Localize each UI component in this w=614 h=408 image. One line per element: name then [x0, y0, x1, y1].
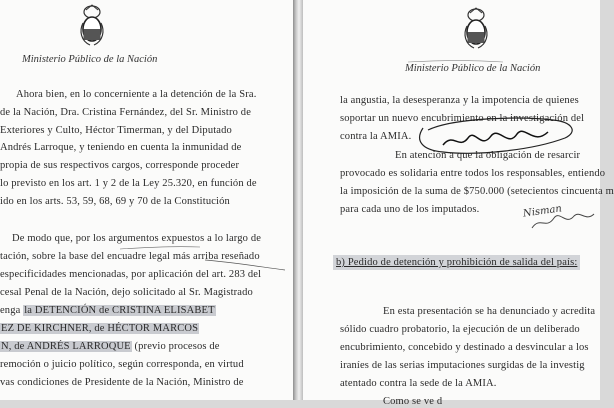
text-line: soportar un nuevo encubrimiento en la investigación del	[340, 113, 585, 124]
text-line: atentado contra la sede de la AMIA.	[340, 378, 497, 389]
text-fragment: (previo procesos de	[134, 341, 220, 352]
highlighted-text: la DETENCIÓN de CRISTINA ELISABET	[24, 305, 215, 316]
text-line: vas condiciones de Presidente de la Nación, Ministro de	[0, 377, 244, 388]
highlighted-text: EZ DE KIRCHNER, de HÉCTOR MARCOS	[1, 323, 199, 334]
text-line: En atención a que la obligación de resarcir	[395, 150, 581, 161]
text-line: cesal Penal de la Nación, dejo solicitado al Sr. Magistrado	[0, 287, 253, 298]
text-line: remoción o juicio político, según corresponda, en virtud	[0, 359, 244, 370]
text-line: sólido cuadro probatorio, la ejecución de un deliberado	[340, 324, 580, 335]
text-fragment: enga	[0, 305, 21, 316]
text-line: ido en los arts. 53, 59, 68, 69 y 70 de la Constitución	[0, 196, 230, 207]
ministry-header: Ministerio Público de la Nación	[22, 54, 158, 65]
text-line: Exteriores y Culto, Héctor Timerman, y del Diputado	[0, 125, 232, 136]
text-line: la angustia, la desesperanza y la impotencia de quienes	[340, 95, 579, 106]
text-line: de la Nación, Dra. Cristina Fernández, del Sr. Ministro de	[0, 107, 252, 118]
pen-marks	[0, 0, 293, 400]
margin-signature: Nisman	[522, 203, 563, 220]
text-line: iraníes de las serias imputaciones surgidas de la investig	[340, 360, 585, 371]
text-line: Ahora bien, en lo concerniente a la detención de la Sra.	[16, 89, 257, 100]
book-gutter	[293, 0, 303, 400]
text-line: especificidades mencionadas, por aplicación del art. 283 del	[0, 269, 262, 280]
text-line: propia de sus respectivos cargos, corresponde proceder	[0, 160, 240, 171]
ministry-header: Ministerio Público de la Nación	[405, 63, 541, 74]
left-document-page	[0, 0, 293, 400]
highlighted-text: N, de ANDRÉS LARROQUE	[1, 341, 131, 352]
text-line: para cada uno de los imputados.	[340, 204, 480, 215]
highlighted-heading: b) Pedido de detención y prohibición de salida del país:	[333, 255, 580, 270]
text-line: la imposición de la suma de $750.000 (setecientos cincuenta m	[340, 186, 614, 197]
right-document-page	[303, 0, 614, 407]
text-line: Como se ve d	[383, 396, 443, 407]
text-line: contra la AMIA.	[340, 131, 412, 142]
text-line: lo previsto en los art. 1 y 2 de la Ley 25.320, en función de	[0, 178, 257, 189]
text-line: provocado es solidaria entre todos los responsables, entiendo	[340, 168, 606, 179]
text-line: En esta presentación se ha denunciado y acredita	[383, 306, 596, 317]
text-line: tación, sobre la base del encuadre legal más arriba reseñado	[0, 251, 260, 262]
text-line: encubrimiento, concebido y destinado a desvincular a los	[340, 342, 589, 353]
text-line: De modo que, por los argumentos expuestos a lo largo de	[12, 233, 262, 244]
text-line: Andrés Larroque, y teniendo en cuenta la inmunidad de	[0, 142, 242, 153]
handwritten-signature	[303, 0, 600, 400]
margin-scribble	[528, 206, 598, 236]
